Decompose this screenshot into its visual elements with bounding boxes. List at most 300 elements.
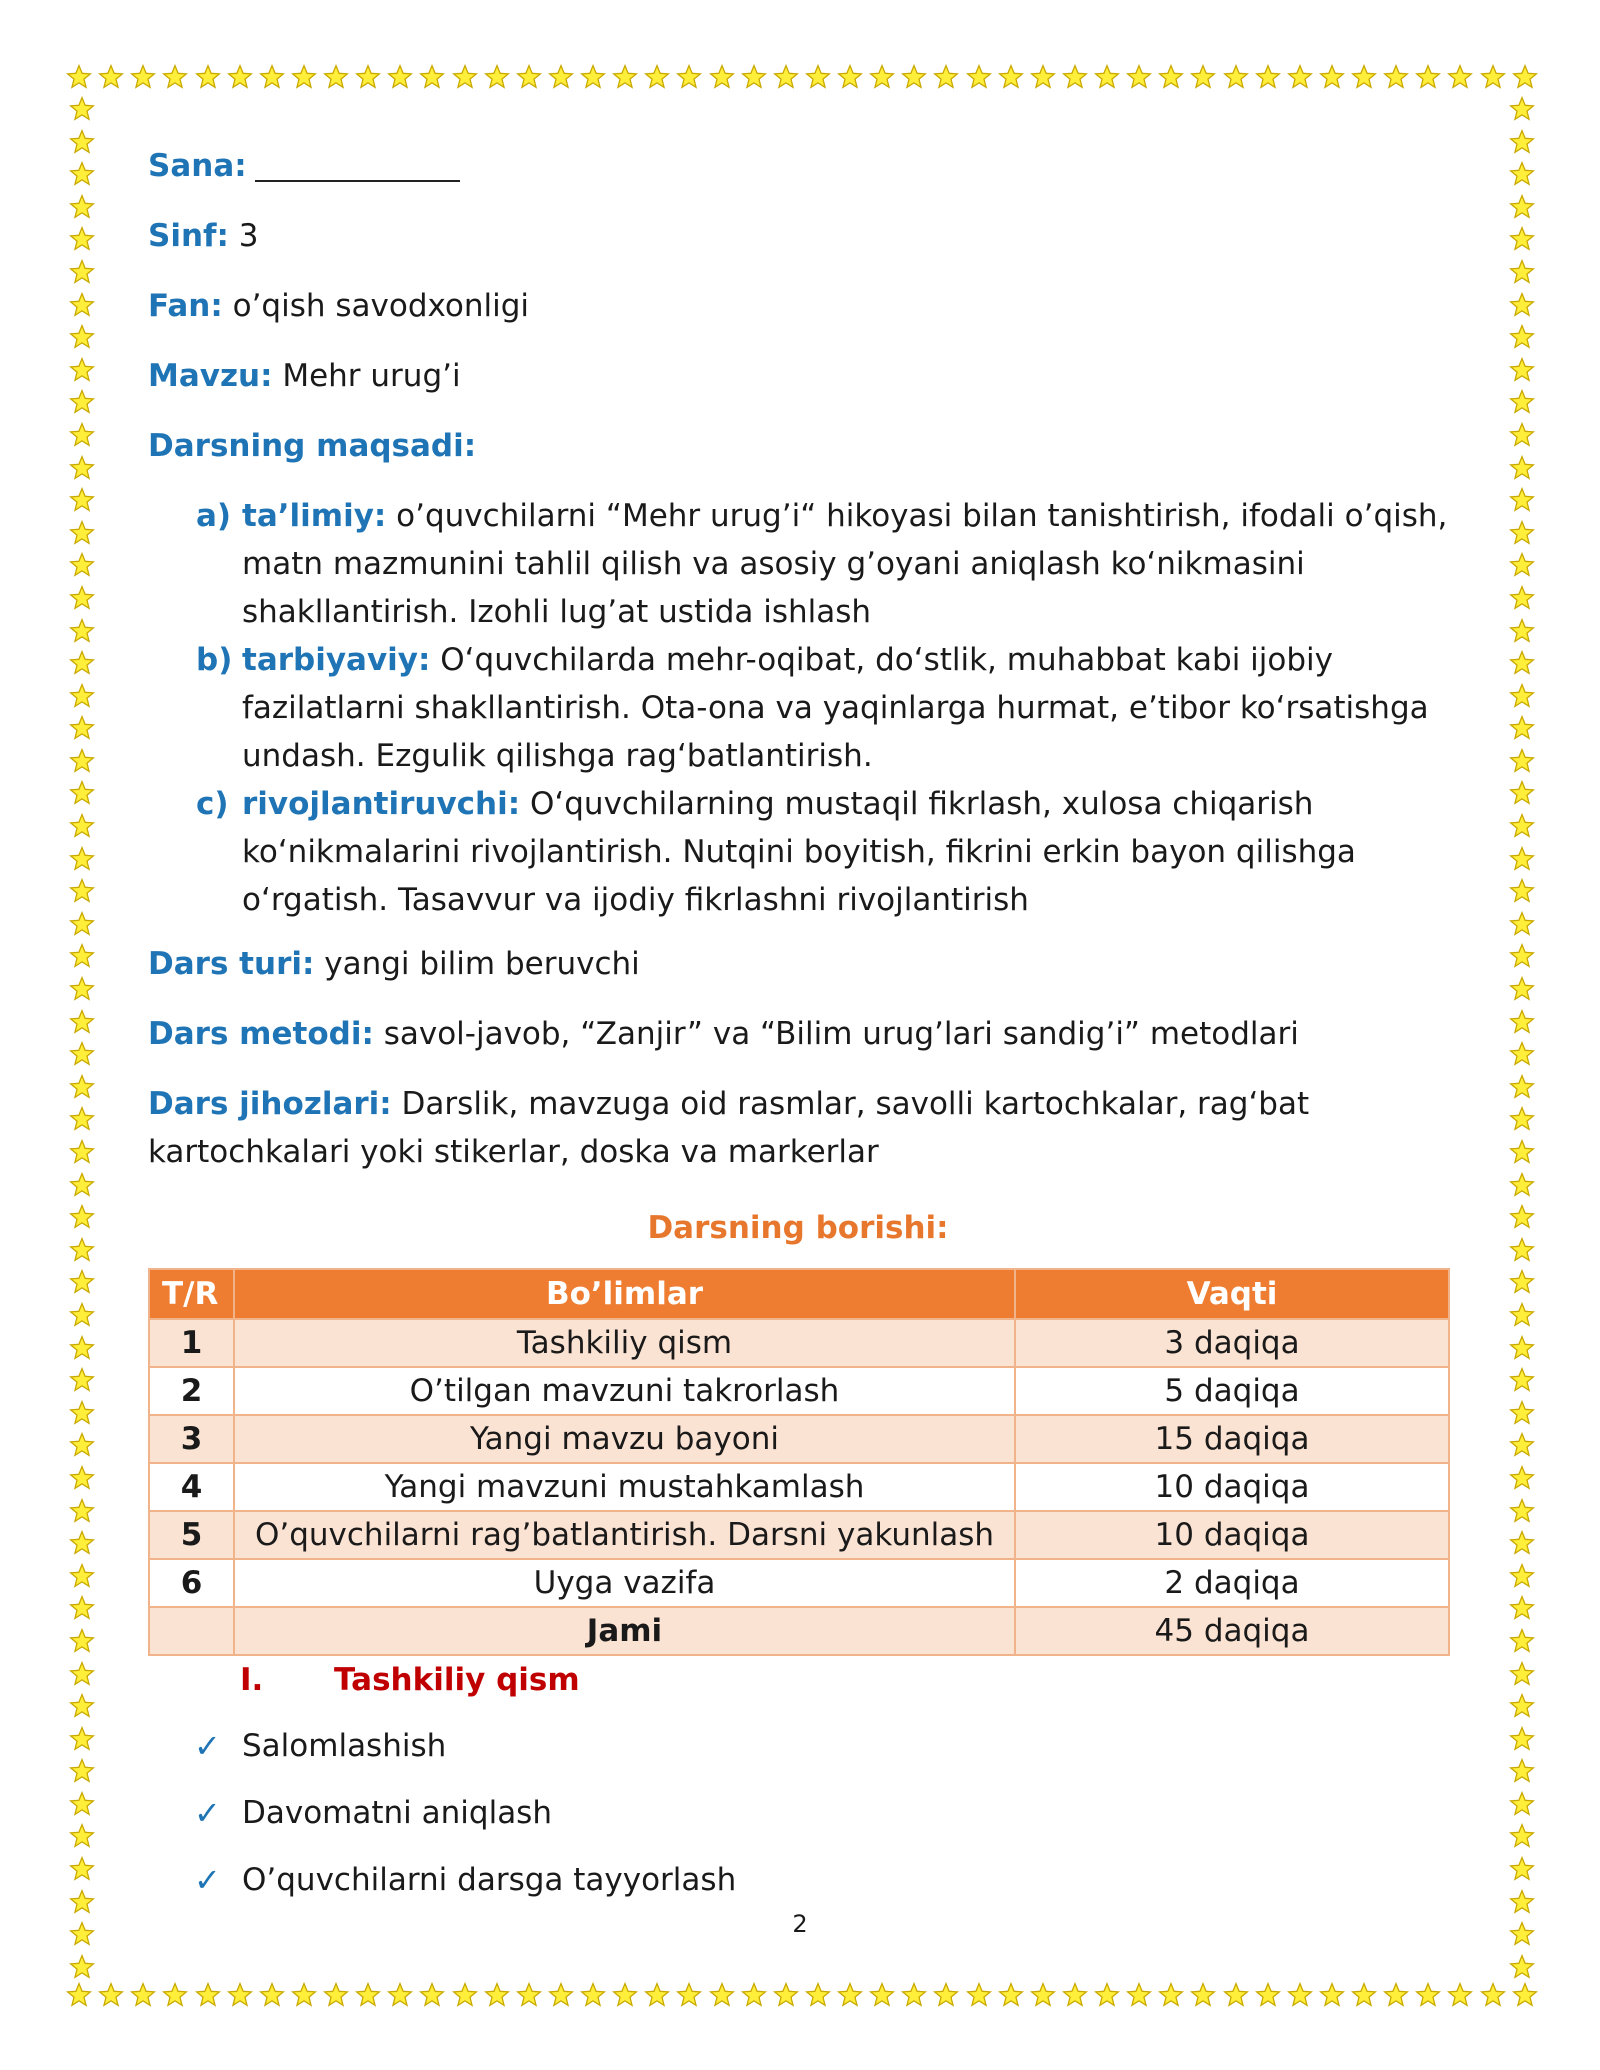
star-icon bbox=[676, 1982, 702, 2008]
star-icon bbox=[1447, 64, 1473, 90]
star-icon bbox=[69, 259, 95, 285]
star-icon bbox=[1509, 1302, 1535, 1328]
star-icon bbox=[998, 64, 1024, 90]
star-icon bbox=[69, 357, 95, 383]
star-icon bbox=[355, 1982, 381, 2008]
lesson-type-label: Dars turi: bbox=[148, 946, 315, 982]
star-icon bbox=[452, 1982, 478, 2008]
objective-label: ta’limiy: bbox=[242, 498, 387, 534]
star-icon bbox=[1509, 1106, 1535, 1132]
objectives-label: Darsning maqsadi: bbox=[148, 428, 477, 464]
star-icon bbox=[1255, 64, 1281, 90]
star-icon bbox=[69, 1465, 95, 1491]
star-icon bbox=[1509, 1823, 1535, 1849]
star-icon bbox=[195, 1982, 221, 2008]
star-icon bbox=[1509, 1530, 1535, 1556]
star-icon bbox=[130, 1982, 156, 2008]
star-icon bbox=[1509, 520, 1535, 546]
star-icon bbox=[1287, 1982, 1313, 2008]
star-icon bbox=[323, 1982, 349, 2008]
star-icon bbox=[1509, 585, 1535, 611]
star-icon bbox=[1415, 64, 1441, 90]
objective-item bbox=[148, 636, 1448, 780]
objective-text: matn mazmunini tahlil qilish va asosiy g’oyani aniqlash ko‘nikmasini bbox=[242, 546, 1305, 582]
star-icon bbox=[548, 1982, 574, 2008]
star-icon bbox=[1509, 683, 1535, 709]
checklist-text: Salomlashish bbox=[242, 1728, 447, 1764]
star-icon bbox=[580, 1982, 606, 2008]
star-icon bbox=[1509, 1758, 1535, 1784]
table-row bbox=[149, 1463, 1449, 1511]
lesson-equipment-value: kartochkalari yoki stikerlar, doska va markerlar bbox=[148, 1134, 879, 1170]
star-icon bbox=[387, 1982, 413, 2008]
topic-value: Mehr urug’i bbox=[282, 358, 461, 394]
star-icon bbox=[69, 780, 95, 806]
objective-text: ko‘nikmalarini rivojlantirish. Nutqini boyitish, fikrini erkin bayon qilishga bbox=[242, 834, 1356, 870]
star-icon bbox=[69, 1563, 95, 1589]
star-icon bbox=[69, 1530, 95, 1556]
star-icon bbox=[69, 161, 95, 187]
table-row bbox=[149, 1559, 1449, 1607]
star-icon bbox=[69, 585, 95, 611]
star-icon bbox=[1351, 1982, 1377, 2008]
star-icon bbox=[69, 846, 95, 872]
star-icon bbox=[452, 64, 478, 90]
star-icon bbox=[1287, 64, 1313, 90]
star-icon bbox=[69, 1335, 95, 1361]
star-border-bottom bbox=[66, 1982, 1538, 2008]
objective-text: undash. Ezgulik qilishga rag‘batlantirish. bbox=[242, 738, 873, 774]
lesson-equipment-label: Dars jihozlari: bbox=[148, 1086, 392, 1122]
star-icon bbox=[1509, 1367, 1535, 1393]
star-icon bbox=[69, 520, 95, 546]
star-icon bbox=[773, 64, 799, 90]
star-icon bbox=[1509, 1954, 1535, 1980]
table-row bbox=[149, 1415, 1449, 1463]
star-icon bbox=[69, 878, 95, 904]
objectives-heading bbox=[148, 428, 1448, 464]
star-icon bbox=[1509, 1400, 1535, 1426]
star-icon bbox=[901, 64, 927, 90]
star-icon bbox=[1351, 64, 1377, 90]
star-icon bbox=[387, 64, 413, 90]
star-icon bbox=[227, 64, 253, 90]
lesson-method-label: Dars metodi: bbox=[148, 1016, 374, 1052]
page-content bbox=[148, 148, 1448, 1927]
star-icon bbox=[1509, 1791, 1535, 1817]
star-icon bbox=[1190, 64, 1216, 90]
objective-text: shakllantirish. Izohli lug’at ustida ishlash bbox=[242, 594, 872, 630]
lesson-type-value: yangi bilim beruvchi bbox=[324, 946, 640, 982]
part-one-numeral: I. bbox=[240, 1662, 264, 1698]
star-icon bbox=[837, 1982, 863, 2008]
part-one-title: Tashkiliy qism bbox=[334, 1662, 580, 1698]
star-icon bbox=[548, 64, 574, 90]
star-icon bbox=[69, 1693, 95, 1719]
star-icon bbox=[1509, 780, 1535, 806]
star-icon bbox=[69, 911, 95, 937]
star-border-left bbox=[66, 96, 98, 1980]
star-icon bbox=[69, 1172, 95, 1198]
star-icon bbox=[644, 1982, 670, 2008]
star-icon bbox=[1509, 552, 1535, 578]
star-icon bbox=[69, 194, 95, 220]
page-number: 2 bbox=[792, 1910, 808, 1938]
objective-text: O‘quvchilarning mustaqil fikrlash, xulosa chiqarish bbox=[520, 786, 1314, 822]
star-icon bbox=[1030, 1982, 1056, 2008]
star-icon bbox=[1223, 64, 1249, 90]
star-icon bbox=[259, 1982, 285, 2008]
lesson-type-field bbox=[148, 946, 1448, 982]
star-icon bbox=[69, 292, 95, 318]
star-icon bbox=[69, 1269, 95, 1295]
objective-marker: c) bbox=[196, 786, 229, 822]
star-icon bbox=[1509, 846, 1535, 872]
star-icon bbox=[709, 1982, 735, 2008]
star-icon bbox=[69, 1367, 95, 1393]
date-blank-line bbox=[255, 152, 460, 182]
star-icon bbox=[998, 1982, 1024, 2008]
star-icon bbox=[1480, 1982, 1506, 2008]
star-icon bbox=[69, 1628, 95, 1654]
table-row bbox=[149, 1511, 1449, 1559]
date-field bbox=[148, 148, 1448, 184]
row-time: 10 daqiqa bbox=[1015, 1463, 1449, 1511]
subject-label: Fan: bbox=[148, 288, 223, 324]
star-icon bbox=[580, 64, 606, 90]
objective-text: fazilatlarni shakllantirish. Ota-ona va yaqinlarga hurmat, e’tibor ko‘rsatishga bbox=[242, 690, 1429, 726]
objective-text: o’quvchilarni “Mehr urug’i“ hikoyasi bilan tanishtirish, ifodali o’qish, bbox=[386, 498, 1448, 534]
row-number: 1 bbox=[149, 1319, 234, 1367]
star-icon bbox=[98, 64, 124, 90]
total-label: Jami bbox=[234, 1607, 1015, 1655]
star-border-right bbox=[1506, 96, 1538, 1980]
star-icon bbox=[162, 1982, 188, 2008]
total-number-cell bbox=[149, 1607, 234, 1655]
star-icon bbox=[69, 1432, 95, 1458]
star-icon bbox=[1509, 1726, 1535, 1752]
objective-item bbox=[148, 780, 1448, 924]
row-section: O’tilgan mavzuni takrorlash bbox=[234, 1367, 1015, 1415]
row-time: 2 daqiqa bbox=[1015, 1559, 1449, 1607]
star-icon bbox=[69, 1823, 95, 1849]
lesson-equipment-value: Darslik, mavzuga oid rasmlar, savolli kartochkalar, rag‘bat bbox=[391, 1086, 1310, 1122]
star-icon bbox=[741, 1982, 767, 2008]
star-icon bbox=[1509, 1432, 1535, 1458]
grade-label: Sinf: bbox=[148, 218, 229, 254]
star-icon bbox=[227, 1982, 253, 2008]
star-icon bbox=[1319, 1982, 1345, 2008]
star-icon bbox=[484, 1982, 510, 2008]
row-section: Tashkiliy qism bbox=[234, 1319, 1015, 1367]
objectives-list bbox=[148, 492, 1448, 924]
star-icon bbox=[644, 64, 670, 90]
star-icon bbox=[419, 1982, 445, 2008]
star-icon bbox=[676, 64, 702, 90]
lesson-method-field bbox=[148, 1016, 1448, 1052]
star-icon bbox=[1062, 1982, 1088, 2008]
star-icon bbox=[1094, 1982, 1120, 2008]
star-icon bbox=[66, 64, 92, 90]
star-icon bbox=[66, 1982, 92, 2008]
checklist-item bbox=[148, 1860, 1448, 1900]
row-number: 6 bbox=[149, 1559, 234, 1607]
star-icon bbox=[1509, 1693, 1535, 1719]
checkmark-icon: ✓ bbox=[194, 1861, 221, 1899]
table-row bbox=[149, 1319, 1449, 1367]
star-icon bbox=[1509, 357, 1535, 383]
star-icon bbox=[741, 64, 767, 90]
star-icon bbox=[1509, 1041, 1535, 1067]
star-icon bbox=[1509, 976, 1535, 1002]
star-icon bbox=[69, 1661, 95, 1687]
table-row bbox=[149, 1367, 1449, 1415]
star-icon bbox=[1509, 1074, 1535, 1100]
star-icon bbox=[1094, 64, 1120, 90]
star-icon bbox=[69, 618, 95, 644]
star-icon bbox=[69, 552, 95, 578]
star-icon bbox=[291, 64, 317, 90]
star-icon bbox=[1509, 96, 1535, 122]
checklist-item bbox=[148, 1726, 1448, 1766]
star-icon bbox=[1509, 422, 1535, 448]
table-total-row bbox=[149, 1607, 1449, 1655]
star-icon bbox=[1383, 1982, 1409, 2008]
row-time: 10 daqiqa bbox=[1015, 1511, 1449, 1559]
star-icon bbox=[1509, 259, 1535, 285]
star-icon bbox=[805, 1982, 831, 2008]
star-icon bbox=[69, 389, 95, 415]
checkmark-icon: ✓ bbox=[194, 1794, 221, 1832]
checklist bbox=[148, 1726, 1448, 1900]
star-icon bbox=[195, 64, 221, 90]
star-icon bbox=[69, 422, 95, 448]
star-icon bbox=[1512, 1982, 1538, 2008]
star-icon bbox=[1512, 64, 1538, 90]
row-time: 5 daqiqa bbox=[1015, 1367, 1449, 1415]
star-icon bbox=[69, 1139, 95, 1165]
star-icon bbox=[709, 64, 735, 90]
row-section: Yangi mavzu bayoni bbox=[234, 1415, 1015, 1463]
star-icon bbox=[69, 226, 95, 252]
star-icon bbox=[130, 64, 156, 90]
star-icon bbox=[1509, 324, 1535, 350]
objective-text: O‘quvchilarda mehr-oqibat, do‘stlik, muhabbat kabi ijobiy bbox=[430, 642, 1333, 678]
star-icon bbox=[259, 64, 285, 90]
star-icon bbox=[69, 976, 95, 1002]
checklist-text: Davomatni aniqlash bbox=[242, 1795, 552, 1831]
star-icon bbox=[1509, 1009, 1535, 1035]
row-section: Yangi mavzuni mustahkamlash bbox=[234, 1463, 1015, 1511]
star-icon bbox=[69, 1400, 95, 1426]
star-icon bbox=[69, 1074, 95, 1100]
star-icon bbox=[869, 1982, 895, 2008]
star-icon bbox=[612, 64, 638, 90]
star-icon bbox=[1509, 194, 1535, 220]
column-header: Bo’limlar bbox=[234, 1269, 1015, 1319]
star-icon bbox=[1509, 1595, 1535, 1621]
star-icon bbox=[69, 1302, 95, 1328]
star-icon bbox=[1509, 1237, 1535, 1263]
star-icon bbox=[1447, 1982, 1473, 2008]
star-icon bbox=[1255, 1982, 1281, 2008]
lesson-flow-title: Darsning borishi: bbox=[647, 1210, 949, 1246]
star-icon bbox=[1509, 1335, 1535, 1361]
column-header: Vaqti bbox=[1015, 1269, 1449, 1319]
star-icon bbox=[291, 1982, 317, 2008]
star-icon bbox=[1509, 292, 1535, 318]
star-icon bbox=[1062, 64, 1088, 90]
star-icon bbox=[837, 64, 863, 90]
star-icon bbox=[69, 650, 95, 676]
star-icon bbox=[323, 64, 349, 90]
star-icon bbox=[1509, 226, 1535, 252]
topic-label: Mavzu: bbox=[148, 358, 273, 394]
objective-text: o‘rgatish. Tasavvur va ijodiy fikrlashni rivojlantirish bbox=[242, 882, 1029, 918]
star-icon bbox=[69, 683, 95, 709]
star-icon bbox=[69, 1009, 95, 1035]
star-icon bbox=[1126, 1982, 1152, 2008]
column-header: T/R bbox=[149, 1269, 234, 1319]
star-icon bbox=[1509, 1498, 1535, 1524]
star-icon bbox=[69, 455, 95, 481]
star-icon bbox=[1509, 487, 1535, 513]
star-icon bbox=[1415, 1982, 1441, 2008]
star-icon bbox=[484, 64, 510, 90]
star-icon bbox=[69, 324, 95, 350]
star-icon bbox=[69, 96, 95, 122]
star-icon bbox=[933, 1982, 959, 2008]
star-icon bbox=[69, 129, 95, 155]
grade-field bbox=[148, 218, 1448, 254]
star-icon bbox=[1509, 1139, 1535, 1165]
star-icon bbox=[1190, 1982, 1216, 2008]
star-icon bbox=[69, 748, 95, 774]
star-icon bbox=[966, 64, 992, 90]
star-icon bbox=[805, 64, 831, 90]
star-icon bbox=[1509, 1269, 1535, 1295]
star-icon bbox=[1509, 618, 1535, 644]
row-time: 3 daqiqa bbox=[1015, 1319, 1449, 1367]
subject-value: o’qish savodxonligi bbox=[232, 288, 530, 324]
star-icon bbox=[516, 1982, 542, 2008]
row-number: 2 bbox=[149, 1367, 234, 1415]
checklist-text: O’quvchilarni darsga tayyorlash bbox=[242, 1862, 737, 1898]
star-icon bbox=[1158, 64, 1184, 90]
star-icon bbox=[69, 1237, 95, 1263]
star-icon bbox=[1509, 748, 1535, 774]
star-icon bbox=[98, 1982, 124, 2008]
part-one-heading bbox=[240, 1660, 1448, 1700]
star-icon bbox=[1509, 715, 1535, 741]
star-icon bbox=[69, 1106, 95, 1132]
star-icon bbox=[69, 715, 95, 741]
star-border-top bbox=[66, 64, 1538, 90]
star-icon bbox=[869, 64, 895, 90]
checklist-item bbox=[148, 1793, 1448, 1833]
star-icon bbox=[69, 1954, 95, 1980]
star-icon bbox=[1509, 129, 1535, 155]
star-icon bbox=[1126, 64, 1152, 90]
objective-marker: b) bbox=[196, 642, 233, 678]
star-icon bbox=[933, 64, 959, 90]
objective-marker: a) bbox=[196, 498, 232, 534]
star-icon bbox=[1509, 943, 1535, 969]
star-icon bbox=[355, 64, 381, 90]
row-time: 15 daqiqa bbox=[1015, 1415, 1449, 1463]
star-icon bbox=[1223, 1982, 1249, 2008]
objective-item bbox=[148, 492, 1448, 636]
star-icon bbox=[419, 64, 445, 90]
star-icon bbox=[1509, 1628, 1535, 1654]
star-icon bbox=[1509, 911, 1535, 937]
star-icon bbox=[1158, 1982, 1184, 2008]
star-icon bbox=[1509, 813, 1535, 839]
star-icon bbox=[69, 943, 95, 969]
row-section: O’quvchilarni rag’batlantirish. Darsni yakunlash bbox=[234, 1511, 1015, 1559]
star-icon bbox=[1509, 1661, 1535, 1687]
star-icon bbox=[1030, 64, 1056, 90]
star-icon bbox=[1509, 1563, 1535, 1589]
star-icon bbox=[1509, 878, 1535, 904]
row-number: 4 bbox=[149, 1463, 234, 1511]
star-icon bbox=[69, 487, 95, 513]
star-icon bbox=[69, 1595, 95, 1621]
checkmark-icon: ✓ bbox=[194, 1727, 221, 1765]
star-icon bbox=[1509, 455, 1535, 481]
star-icon bbox=[1509, 1465, 1535, 1491]
star-icon bbox=[1509, 650, 1535, 676]
lesson-plan-table bbox=[148, 1268, 1450, 1656]
star-icon bbox=[162, 64, 188, 90]
star-icon bbox=[516, 64, 542, 90]
star-icon bbox=[69, 1791, 95, 1817]
star-icon bbox=[1509, 161, 1535, 187]
star-icon bbox=[69, 1856, 95, 1882]
star-icon bbox=[69, 1758, 95, 1784]
star-icon bbox=[69, 1726, 95, 1752]
star-icon bbox=[69, 1204, 95, 1230]
star-icon bbox=[612, 1982, 638, 2008]
star-icon bbox=[1383, 64, 1409, 90]
star-icon bbox=[966, 1982, 992, 2008]
star-icon bbox=[1509, 1204, 1535, 1230]
row-number: 5 bbox=[149, 1511, 234, 1559]
star-icon bbox=[69, 1041, 95, 1067]
star-icon bbox=[773, 1982, 799, 2008]
star-icon bbox=[1509, 389, 1535, 415]
star-icon bbox=[1480, 64, 1506, 90]
star-icon bbox=[69, 1498, 95, 1524]
lesson-method-value: savol-javob, “Zanjir” va “Bilim urug’lari sandig’i” metodlari bbox=[383, 1016, 1299, 1052]
objective-label: rivojlantiruvchi: bbox=[242, 786, 521, 822]
subject-field bbox=[148, 288, 1448, 324]
topic-field bbox=[148, 358, 1448, 394]
date-label: Sana: bbox=[148, 148, 247, 184]
table-header-row bbox=[149, 1269, 1449, 1319]
row-number: 3 bbox=[149, 1415, 234, 1463]
star-icon bbox=[1509, 1172, 1535, 1198]
star-icon bbox=[901, 1982, 927, 2008]
total-time: 45 daqiqa bbox=[1015, 1607, 1449, 1655]
row-section: Uyga vazifa bbox=[234, 1559, 1015, 1607]
lesson-equipment-field bbox=[148, 1080, 1448, 1176]
star-icon bbox=[1319, 64, 1345, 90]
objective-label: tarbiyaviy: bbox=[242, 642, 431, 678]
grade-value: 3 bbox=[238, 218, 259, 254]
star-icon bbox=[1509, 1856, 1535, 1882]
star-icon bbox=[69, 813, 95, 839]
